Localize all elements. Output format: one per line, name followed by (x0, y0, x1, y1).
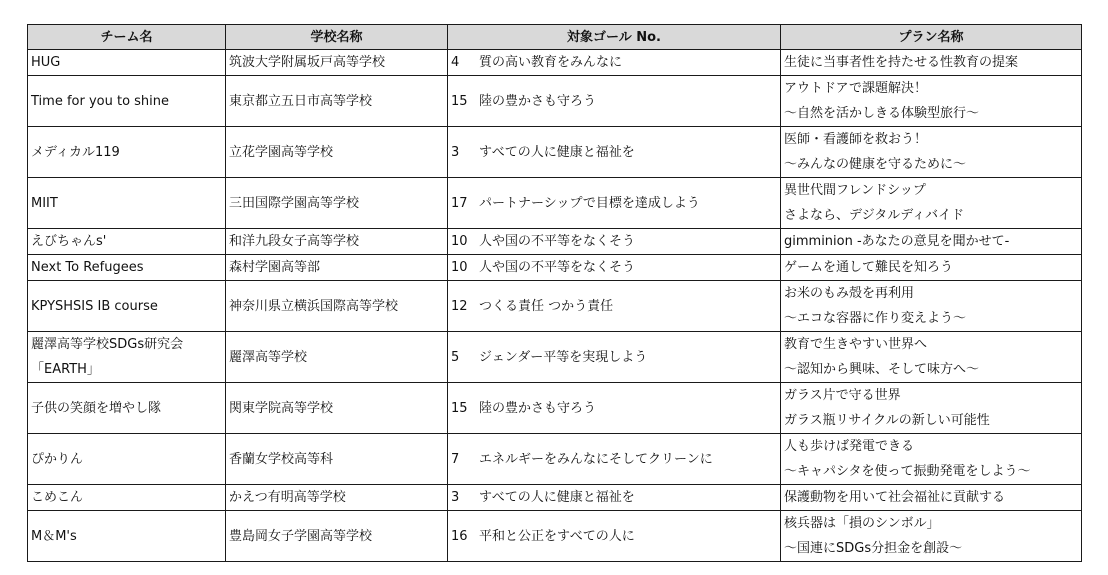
goal-number: 3 (451, 144, 460, 160)
plan-line: gimminion -あなたの意見を聞かせて- (784, 234, 1010, 249)
table-row (28, 511, 1082, 562)
goal-cell[interactable] (448, 485, 781, 511)
plan-cell[interactable] (781, 178, 1082, 229)
plan-line: ～みんなの健康を守るために～ (784, 157, 967, 172)
goal-text: すべての人に健康と福祉を (479, 144, 635, 160)
plan-cell[interactable] (781, 255, 1082, 281)
team-cell[interactable] (28, 383, 226, 434)
plan-cell[interactable] (781, 229, 1082, 255)
goal-text: すべての人に健康と福祉を (479, 490, 635, 505)
table-row (28, 255, 1082, 281)
team-name: ぴかりん (31, 451, 84, 467)
school-cell[interactable]: かえつ有明高等学校 (226, 485, 448, 511)
plan-cell[interactable] (781, 76, 1082, 127)
team-name: メディカル119 (31, 144, 120, 160)
table-row (28, 383, 1082, 434)
school-cell[interactable]: 森村学園高等部 (226, 255, 448, 281)
team-cell[interactable] (28, 485, 226, 511)
goal-number: 5 (451, 349, 460, 365)
team-name: 麗澤高等学校SDGs研究会 (31, 337, 184, 352)
plan-cell[interactable] (781, 511, 1082, 562)
plan-cell[interactable] (781, 281, 1082, 332)
school-cell[interactable]: 立花学園高等学校 (226, 127, 448, 178)
plan-line: 医師・看護師を救おう！ (784, 132, 928, 147)
team-name: こめこん (31, 490, 84, 505)
goal-cell[interactable] (448, 281, 781, 332)
team-name: MIIT (31, 195, 58, 211)
school-cell[interactable]: 神奈川県立横浜国際高等学校 (226, 281, 448, 332)
goal-number: 10 (451, 260, 468, 275)
goal-number: 7 (451, 451, 460, 467)
plan-cell[interactable] (781, 332, 1082, 383)
goal-cell[interactable] (448, 127, 781, 178)
header-plan[interactable]: プラン名称 (781, 25, 1082, 50)
plan-cell[interactable] (781, 485, 1082, 511)
table-row (28, 76, 1082, 127)
plan-line: 生徒に当事者性を持たせる性教育の提案 (784, 55, 1019, 70)
plan-table (27, 24, 1082, 562)
team-cell[interactable] (28, 281, 226, 332)
plan-line: ゲームを通して難民を知ろう (784, 260, 954, 275)
plan-line: ガラス片で守る世界 (784, 388, 901, 403)
goal-text: 平和と公正をすべての人に (479, 528, 635, 544)
plan-cell[interactable] (781, 127, 1082, 178)
team-name: Next To Refugees (31, 260, 144, 275)
team-name: 「EARTH」 (31, 362, 100, 377)
goal-number: 15 (451, 400, 468, 416)
goal-text: 陸の豊かさも守ろう (479, 93, 597, 109)
team-cell[interactable] (28, 332, 226, 383)
team-cell[interactable] (28, 434, 226, 485)
spreadsheet-area (27, 24, 1081, 562)
team-cell[interactable] (28, 127, 226, 178)
table-row (28, 229, 1082, 255)
goal-text: 質の高い教育をみんなに (479, 55, 623, 70)
school-cell[interactable]: 関東学院高等学校 (226, 383, 448, 434)
table-row (28, 127, 1082, 178)
plan-line: 教育で生きやすい世界へ (784, 337, 928, 352)
school-cell[interactable]: 香蘭女学校高等科 (226, 434, 448, 485)
plan-line: ～エコな容器に作り変えよう～ (784, 311, 967, 326)
goal-number: 4 (451, 55, 460, 70)
goal-cell[interactable] (448, 76, 781, 127)
team-cell[interactable] (28, 50, 226, 76)
team-cell[interactable] (28, 76, 226, 127)
plan-line: 核兵器は「損のシンボル」 (784, 516, 940, 531)
team-cell[interactable] (28, 511, 226, 562)
team-cell[interactable] (28, 178, 226, 229)
school-cell[interactable]: 麗澤高等学校 (226, 332, 448, 383)
plan-line: お米のもみ殻を再利用 (784, 286, 915, 301)
plan-line: 人も歩けば発電できる (784, 439, 915, 454)
table-row (28, 178, 1082, 229)
goal-number: 15 (451, 93, 468, 109)
goal-cell[interactable] (448, 229, 781, 255)
header-team[interactable]: チーム名 (28, 25, 226, 50)
plan-line: 保護動物を用いて社会福祉に貢献する (784, 490, 1006, 505)
header-school[interactable]: 学校名称 (226, 25, 448, 50)
plan-line: さよなら、デジタルディバイド (784, 208, 965, 223)
team-name: HUG (31, 55, 61, 70)
goal-text: 人や国の不平等をなくそう (479, 234, 636, 249)
goal-cell[interactable] (448, 255, 781, 281)
school-cell[interactable]: 筑波大学附属坂戸高等学校 (226, 50, 448, 76)
plan-cell[interactable] (781, 434, 1082, 485)
goal-number: 12 (451, 298, 468, 314)
team-name: M＆M's (31, 528, 77, 544)
goal-number: 3 (451, 490, 460, 505)
plan-cell[interactable] (781, 383, 1082, 434)
plan-line: ガラス瓶リサイクルの新しい可能性 (784, 413, 990, 428)
plan-line: 異世代間フレンドシップ (784, 183, 926, 198)
goal-text: ジェンダー平等を実現しよう (479, 349, 648, 365)
goal-text: エネルギーをみんなにそしてクリーンに (479, 451, 713, 467)
goal-text: 人や国の不平等をなくそう (479, 260, 636, 275)
plan-line: ～国連にSDGs分担金を創設～ (784, 541, 963, 556)
plan-line: ～キャパシタを使って振動発電をしよう～ (784, 464, 1031, 479)
table-row (28, 485, 1082, 511)
plan-line: ～認知から興味、そして味方へ～ (784, 362, 980, 377)
school-cell[interactable]: 豊島岡女子学園高等学校 (226, 511, 448, 562)
goal-cell[interactable] (448, 178, 781, 229)
team-name: KPYSHSIS IB course (31, 298, 158, 314)
team-cell[interactable] (28, 255, 226, 281)
team-name: 子供の笑顔を増やし隊 (31, 400, 162, 416)
goal-cell[interactable] (448, 434, 781, 485)
team-cell[interactable] (28, 229, 226, 255)
goal-cell[interactable] (448, 511, 781, 562)
team-name: えびちゃんs' (31, 234, 107, 249)
goal-text: パートナーシップで目標を達成しよう (479, 195, 700, 211)
table-row (28, 332, 1082, 383)
goal-number: 10 (451, 234, 468, 249)
table-row (28, 281, 1082, 332)
goal-cell[interactable] (448, 383, 781, 434)
table-row (28, 50, 1082, 76)
goal-number: 17 (451, 195, 468, 211)
plan-line: ～自然を活かしきる体験型旅行～ (784, 106, 980, 121)
goal-cell[interactable] (448, 50, 781, 76)
plan-line: アウトドアで課題解決！ (784, 81, 928, 96)
goal-text: つくる責任 つかう責任 (479, 298, 614, 314)
header-goal[interactable]: 対象ゴール No. (448, 25, 781, 50)
plan-cell[interactable] (781, 50, 1082, 76)
school-cell[interactable]: 和洋九段女子高等学校 (226, 229, 448, 255)
team-name: Time for you to shine (31, 93, 170, 109)
table-row (28, 434, 1082, 485)
goal-text: 陸の豊かさも守ろう (479, 400, 597, 416)
goal-cell[interactable] (448, 332, 781, 383)
school-cell[interactable]: 東京都立五日市高等学校 (226, 76, 448, 127)
goal-number: 16 (451, 528, 468, 544)
school-cell[interactable]: 三田国際学園高等学校 (226, 178, 448, 229)
header-row (28, 25, 1082, 50)
